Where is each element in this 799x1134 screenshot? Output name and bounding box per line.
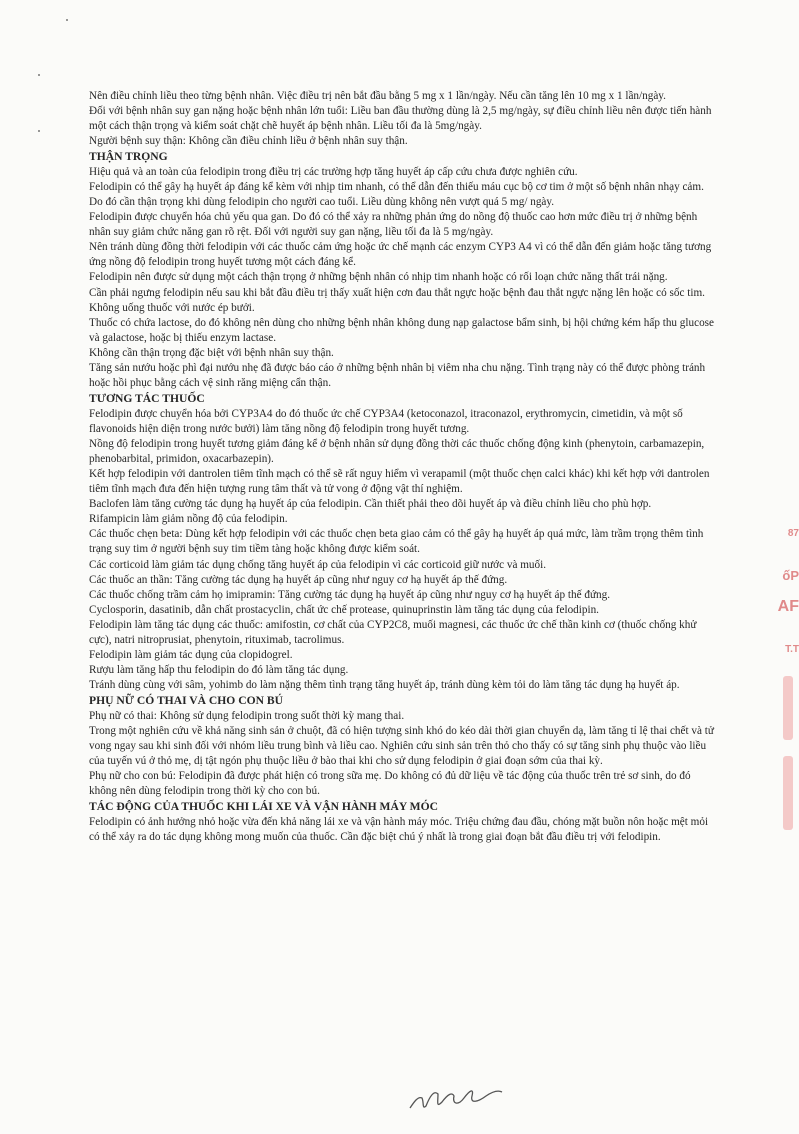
paragraph: Nồng độ felodipin trong huyết tương giảm đáng kể ở bệnh nhân sử dụng đồng thời các thuốc chống động kinh (phenytoin, carbamazepin, phenobarbital, primidon, oxacarbazepin). [89,437,705,465]
paragraph: Felodipin làm tăng tác dụng các thuốc: amifostin, cơ chất của CYP2C8, muối magnesi, các thuốc ức chế thần kinh cơ (thuốc chống khử cực), natri nitroprusiat, phenytoin, rituximab, tacrolimus. [89,618,697,646]
stamp-edge-smear [783,676,793,740]
paragraph: Baclofen làm tăng cường tác dụng hạ huyết áp của felodipin. Cần thiết phải theo dõi huyết áp và điều chỉnh liều cho phù hợp. [89,498,652,511]
paragraph: Không cần thận trọng đặc biệt với bệnh nhân suy thận. [89,346,334,359]
paragraph: Phụ nữ cho con bú: Felodipin đã được phát hiện có trong sữa mẹ. Do không có đủ dữ liệu về tác động của thuốc trên trẻ sơ sinh, do đó không nên dùng felodipin trong thời kỳ cho con bú. [89,770,691,798]
paragraph: Tránh dùng cùng với sâm, yohimb do làm nặng thêm tình trạng tăng huyết áp, tránh dùng kèm tỏi do làm tăng tác dụng hạ huyết áp. [89,679,680,692]
scan-speck [38,130,40,132]
paragraph: Rượu làm tăng hấp thu felodipin do đó làm tăng tác dụng. [89,664,349,677]
paragraph: Đối với bệnh nhân suy gan nặng hoặc bệnh nhân lớn tuổi: Liều ban đầu thường dùng là 2,5 mg/ngày, sự điều chỉnh liều nên được tiến hành một cách thận trọng và kiểm soát chặt chẽ huyết áp bệnh nhân. Liều tối đa là 5mg/ngày. [89,105,712,133]
paragraph: Hiệu quả và an toàn của felodipin trong điều trị các trường hợp tăng huyết áp cấp cứu chưa được nghiên cứu. [89,165,578,178]
section-heading: PHỤ NỮ CÓ THAI VÀ CHO CON BÚ [89,694,283,708]
margin-stamp-mark: 87 [787,528,799,539]
paragraph: Nên tránh dùng đồng thời felodipin với các thuốc cảm ứng hoặc ức chế mạnh các enzym CYP3 A4 vì có thể dẫn đến giảm hoặc tăng tương ứng nồng độ felodipin trong huyết tương một cách đáng kể. [89,241,712,269]
section-heading: THẬN TRỌNG [89,150,168,164]
paragraph: Felodipin có thể gây hạ huyết áp đáng kể kèm với nhịp tim nhanh, có thể dẫn đến thiếu máu cục bộ cơ tim ở một số bệnh nhân nhạy cảm. Do đó cần thận trọng khi dùng felodipin cho người cao tuổi. Liều dùng không nên vượt quá 5 mg/ ngày. [89,180,704,208]
paragraph: Các corticoid làm giảm tác dụng chống tăng huyết áp của felodipin vì các corticoid giữ nước và muối. [89,558,547,571]
paragraph: Felodipin được chuyển hóa bởi CYP3A4 do đó thuốc ức chế CYP3A4 (ketoconazol, itraconazol, erythromycin, cimetidin, và một số flavonoids hiện diện trong nước bưởi) làm tăng nồng độ felodipin trong huyết tương. [89,407,683,435]
paragraph: Trong một nghiên cứu về khả năng sinh sản ở chuột, đã có hiện tượng sinh khó do kéo dài thời gian chuyển dạ, làm tăng tỉ lệ thai chết và tử vong ngay sau khi sinh đối với nhóm liều trung bình và liều cao. Nghiên cứu sinh sản trên thỏ cho thấy có sự tăng sinh phụ thuộc vào liều của tuyến vú ở thỏ mẹ, dị tật ngón phụ thuộc liều ở bào thai khi cho sử dụng felodipin ở giai đoạn sớm của thai kỳ. [89,724,714,768]
paragraph: Cần phải ngưng felodipin nếu sau khi bắt đầu điều trị thấy xuất hiện cơn đau thắt ngực hoặc bệnh đau thắt ngực nặng lên hoặc có sốc tim. [89,286,705,299]
stamp-edge-smear [783,756,793,830]
scan-speck [66,19,68,21]
paragraph: Rifampicin làm giảm nồng độ của felodipin. [89,513,288,526]
paragraph: Felodipin làm giảm tác dụng của clopidogrel. [89,649,293,662]
paragraph: Felodipin có ảnh hưởng nhỏ hoặc vừa đến khả năng lái xe và vận hành máy móc. Triệu chứng đau đầu, chóng mặt buồn nôn hoặc mệt mỏi có thể xảy ra do tác dụng không mong muốn của thuốc. Cần đặc biệt chú ý nhất là trong giai đoạn bắt đầu điều trị với felodipin. [89,815,709,843]
section-heading: TƯƠNG TÁC THUỐC [89,392,205,406]
paragraph: Người bệnh suy thận: Không cần điều chỉnh liều ở bệnh nhân suy thận. [89,135,408,148]
paragraph: Các thuốc an thần: Tăng cường tác dụng hạ huyết áp cũng như nguy cơ hạ huyết áp thế đứng. [89,573,508,586]
paragraph: Nên điều chỉnh liều theo từng bệnh nhân. Việc điều trị nên bắt đầu bằng 5 mg x 1 lần/ngày. Nếu cần tăng lên 10 mg x 1 lần/ngày. [89,90,666,102]
paragraph: Phụ nữ có thai: Không sử dụng felodipin trong suốt thời kỳ mang thai. [89,709,405,722]
document-body [89,89,715,845]
paragraph: Felodipin được chuyển hóa chủ yếu qua gan. Do đó có thể xảy ra những phản ứng do nồng độ thuốc cao hơn mức điều trị ở những bệnh nhân suy giảm chức năng gan rõ rệt. Đối với người suy gan nặng, liều tối đa là 5 mg/ngày. [89,211,698,239]
handwritten-signature [408,1082,504,1118]
paragraph: Các thuốc chẹn beta: Dùng kết hợp felodipin với các thuốc chẹn beta giao cảm có thể gây hạ huyết áp quá mức, làm trầm trọng thêm tình trạng suy tim ở người bệnh suy tim tiềm tàng hoặc không được kiểm soát. [89,528,704,556]
paragraph: Kết hợp felodipin với dantrolen tiêm tĩnh mạch có thể sẽ rất nguy hiểm vì verapamil (một thuốc chẹn calci khác) khi kết hợp với dantrolen tiêm tĩnh mạch đưa đến hiện tượng rung tâm thất và tử vong ở động vật thí nghiệm. [89,467,710,496]
margin-stamp-mark: T.T [785,644,799,655]
paragraph: Felodipin nên được sử dụng một cách thận trọng ở những bệnh nhân có nhịp tim nhanh hoặc có rối loạn chức năng thất trái nặng. [89,271,668,284]
paragraph: Các thuốc chống trầm cảm họ imipramin: Tăng cường tác dụng hạ huyết áp cũng như nguy cơ hạ huyết áp thế đứng. [89,588,610,601]
section-heading: TÁC ĐỘNG CỦA THUỐC KHI LÁI XE VÀ VẬN HÀNH MÁY MÓC [89,800,439,814]
paragraph: Không uống thuốc với nước ép bưởi. [89,301,255,314]
paragraph: Cyclosporin, dasatinib, dẫn chất prostacyclin, chất ức chế protease, quinuprinstin làm tăng tác dụng của felodipin. [89,603,599,616]
margin-stamp-mark: AF [777,598,799,615]
margin-stamp-mark: ốP [782,568,799,583]
paragraph: Thuốc có chứa lactose, do đó không nên dùng cho những bệnh nhân không dung nạp galactose bẩm sinh, bị hội chứng kém hấp thu glucose và galactose, hoặc bị thiếu enzym lactase. [89,316,714,344]
paragraph: Tăng sản nướu hoặc phì đại nướu nhẹ đã được báo cáo ở những bệnh nhân bị viêm nha chu nặng. Tình trạng này có thể được phòng tránh hoặc hồi phục bằng cách vệ sinh răng miệng cẩn thận. [89,362,706,390]
scan-speck [38,74,40,76]
